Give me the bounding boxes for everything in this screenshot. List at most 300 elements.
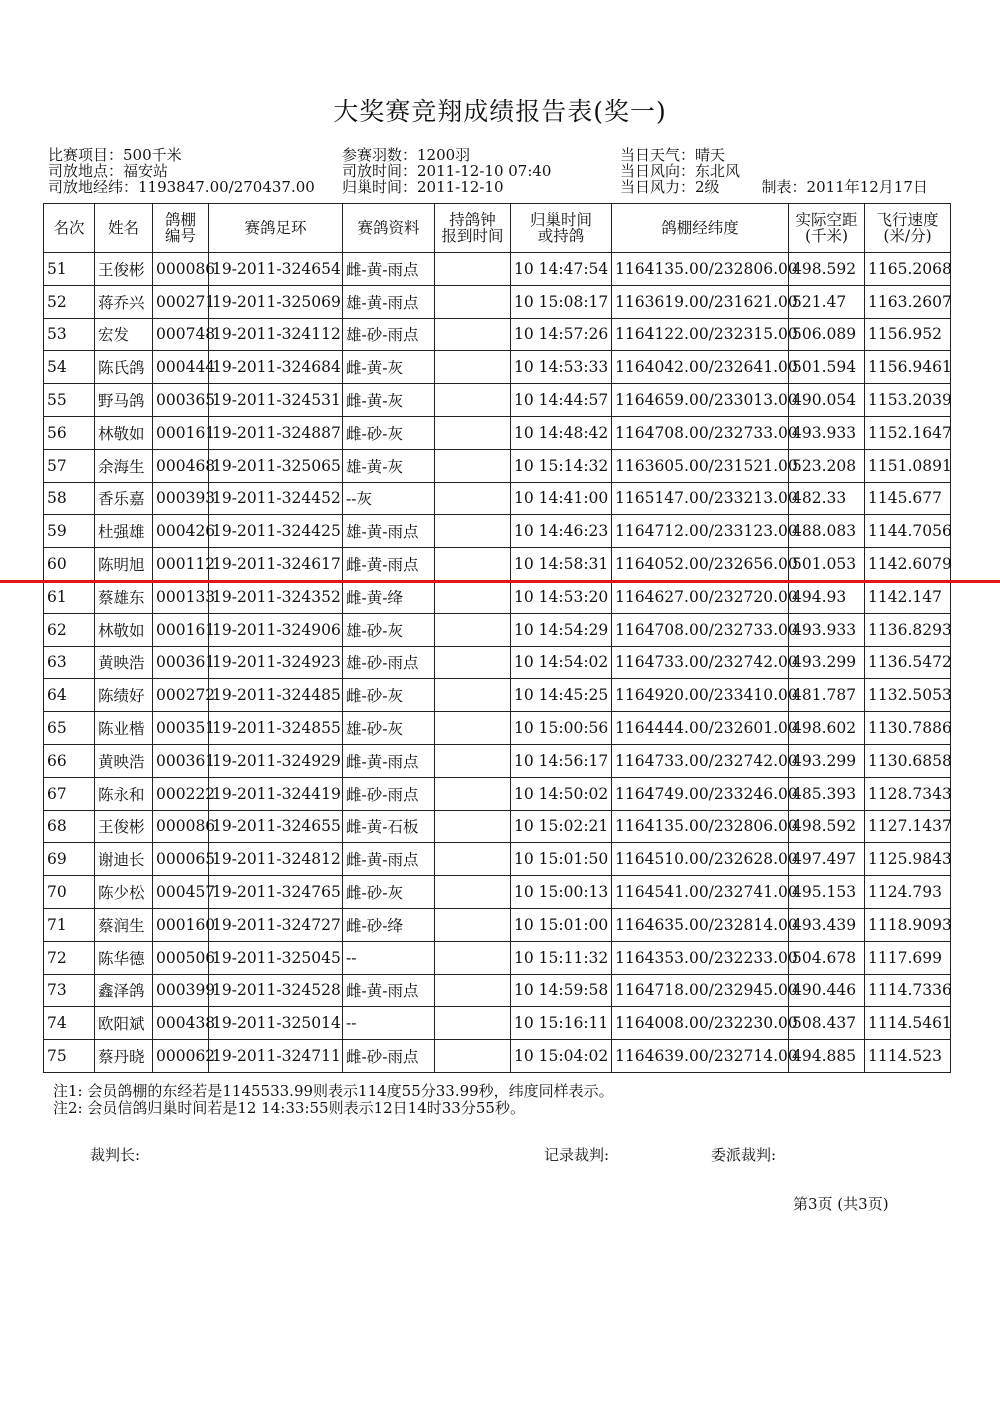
table-cell: 10 14:54:29 [511,613,612,646]
table-cell: 10 14:47:54 [511,253,612,286]
table-cell: 000393 [153,482,209,515]
table-cell: 1164627.00/232720.00 [612,580,789,613]
table-cell: 雌-砂-灰 [343,679,435,712]
table-cell [435,974,511,1007]
prepared-date-label: 制表：2011年12月17日 [761,178,928,196]
table-cell: 1164635.00/232814.00 [612,908,789,941]
red-divider-line [0,580,1000,583]
table-cell: 000361 [153,646,209,679]
table-cell: 56 [44,416,95,449]
table-cell: 10 14:53:33 [511,351,612,384]
table-cell: 53 [44,318,95,351]
table-cell: 1164135.00/232806.00 [612,810,789,843]
header-cell-line: 名次 [53,219,85,237]
table-cell: 10 14:53:20 [511,580,612,613]
table-row [44,843,951,876]
entries-label: 参赛羽数：1200羽 [342,146,471,164]
header-cell-line: 鸽棚经纬度 [661,219,739,237]
table-cell: 493.933 [789,613,865,646]
info-col-1 [48,147,315,195]
header-cell-line: 实际空距 [795,211,858,229]
header-cell-line: 飞行速度 [876,211,939,229]
table-cell: 宏发 [95,318,153,351]
table-cell: 雌-砂-灰 [343,416,435,449]
table-cell: 蒋乔兴 [95,285,153,318]
table-cell: 雌-黄-雨点 [343,253,435,286]
header-cell-line: 姓名 [107,219,139,237]
table-cell [435,515,511,548]
table-row [44,941,951,974]
table-cell [435,646,511,679]
table-cell: 林敬如 [95,613,153,646]
table-cell: 10 14:56:17 [511,744,612,777]
table-cell: 1145.677 [865,482,951,515]
table-cell: 1117.699 [865,941,951,974]
table-cell: 19-2011-324425 [209,515,343,548]
wind-direction-label: 当日风向：东北风 [620,162,741,180]
header-cell [789,204,865,253]
table-cell [435,351,511,384]
table-cell: 蔡润生 [95,908,153,941]
table-cell: 1163.2607 [865,285,951,318]
table-cell: 1164639.00/232714.00 [612,1040,789,1073]
table-cell: 495.153 [789,876,865,909]
table-cell: 000086 [153,253,209,286]
table-cell: 58 [44,482,95,515]
table-cell: 雄-砂-灰 [343,613,435,646]
table-cell: 陈少松 [95,876,153,909]
table-cell [435,876,511,909]
table-row [44,548,951,581]
table-cell: 1130.6858 [865,744,951,777]
table-cell: 494.93 [789,580,865,613]
table-cell: 10 14:48:42 [511,416,612,449]
table-cell: 雌-黄-雨点 [343,744,435,777]
table-row [44,974,951,1007]
table-cell: 蔡雄东 [95,580,153,613]
table-cell: 1114.523 [865,1040,951,1073]
table-cell: 雌-黄-灰 [343,351,435,384]
table-row [44,777,951,810]
table-cell: 000161 [153,416,209,449]
table-cell: 000444 [153,351,209,384]
table-cell: 野马鸽 [95,384,153,417]
table-row [44,1007,951,1040]
table-cell: 王俊彬 [95,810,153,843]
table-cell: 490.054 [789,384,865,417]
table-cell: 000161 [153,613,209,646]
table-cell: 1164659.00/233013.00 [612,384,789,417]
table-cell: 000065 [153,843,209,876]
table-cell: 1164733.00/232742.00 [612,744,789,777]
table-cell: 508.437 [789,1007,865,1040]
table-cell: 1114.5461 [865,1007,951,1040]
table-cell: 51 [44,253,95,286]
table-cell [435,482,511,515]
table-cell: 66 [44,744,95,777]
page-number: 第3页 (共3页) [793,1195,889,1213]
table-cell: 504.678 [789,941,865,974]
table-cell: 68 [44,810,95,843]
table-cell: 521.47 [789,285,865,318]
table-cell: 19-2011-324485 [209,679,343,712]
table-row [44,384,951,417]
table-cell: 69 [44,843,95,876]
table-cell: 000133 [153,580,209,613]
chief-judge-label: 裁判长: [90,1146,141,1164]
table-cell: 1164920.00/233410.00 [612,679,789,712]
table-cell [435,712,511,745]
table-row [44,351,951,384]
table-cell: 1165147.00/233213.00 [612,482,789,515]
header-cell-line: 或持鸽 [537,227,585,245]
table-cell: 19-2011-324906 [209,613,343,646]
table-cell: 485.393 [789,777,865,810]
table-row [44,908,951,941]
table-cell: 1114.7336 [865,974,951,1007]
table-cell: 19-2011-325045 [209,941,343,974]
table-cell [435,285,511,318]
table-cell [435,843,511,876]
header-cell-line: 赛鸽资料 [357,219,420,237]
info-col-3 [620,147,928,195]
table-cell: 1164708.00/232733.00 [612,613,789,646]
table-cell: 陈绩好 [95,679,153,712]
table-cell: 蔡丹晓 [95,1040,153,1073]
table-cell: 雌-黄-雨点 [343,974,435,1007]
header-cell [95,204,153,253]
table-cell: 73 [44,974,95,1007]
table-row [44,580,951,613]
table-cell: 1127.1437 [865,810,951,843]
table-cell: 1164541.00/232741.00 [612,876,789,909]
header-cell-line: (米/分) [883,227,932,245]
table-cell: 000506 [153,941,209,974]
table-row [44,679,951,712]
table-cell: 10 15:14:32 [511,449,612,482]
table-cell: 雌-砂-雨点 [343,777,435,810]
table-cell: 欧阳斌 [95,1007,153,1040]
table-cell: 000112 [153,548,209,581]
table-cell: 490.446 [789,974,865,1007]
table-row [44,416,951,449]
table-cell: -- [343,1007,435,1040]
table-cell: 493.299 [789,744,865,777]
table-cell: 陈华德 [95,941,153,974]
table-cell: 杜强雄 [95,515,153,548]
table-cell: 60 [44,548,95,581]
table-cell: 493.933 [789,416,865,449]
table-cell: 雄-砂-雨点 [343,646,435,679]
table-cell: 000468 [153,449,209,482]
table-cell [435,253,511,286]
header-cell-line: (千米) [804,227,849,245]
table-cell [435,1040,511,1073]
note-1: 注1: 会员鸽棚的东经若是1145533.99则表示114度55分33.99秒，纬度同样表示。 [53,1082,614,1100]
table-cell [435,548,511,581]
table-cell: 000272 [153,679,209,712]
report-title: 大奖赛竞翔成绩报告表(奖一) [333,97,667,126]
table-cell: 19-2011-324112 [209,318,343,351]
table-cell: 雄-黄-雨点 [343,515,435,548]
table-cell: 10 15:02:21 [511,810,612,843]
table-cell: 497.497 [789,843,865,876]
table-cell: 61 [44,580,95,613]
table-cell: 493.299 [789,646,865,679]
table-cell: 黄映浩 [95,646,153,679]
table-cell: 1164712.00/233123.00 [612,515,789,548]
table-cell: 香乐嘉 [95,482,153,515]
header-cell [343,204,435,253]
table-body [44,253,951,1073]
table-cell: 1136.8293 [865,613,951,646]
table-cell: 19-2011-324711 [209,1040,343,1073]
table-cell: 1164444.00/232601.00 [612,712,789,745]
table-cell: 10 15:00:13 [511,876,612,909]
header-cell-line: 持鸽钟 [449,211,496,229]
table-cell: 谢迪长 [95,843,153,876]
table-cell: 10 15:04:02 [511,1040,612,1073]
table-cell: 19-2011-324855 [209,712,343,745]
table-cell: -- [343,941,435,974]
table-cell: 1164052.00/232656.00 [612,548,789,581]
header-cell [153,204,209,253]
table-cell: 1164135.00/232806.00 [612,253,789,286]
header-cell-line: 鸽棚 [164,211,196,229]
table-cell: 494.885 [789,1040,865,1073]
table-cell: 10 14:59:58 [511,974,612,1007]
table-cell: 10 15:01:00 [511,908,612,941]
table-cell: 000062 [153,1040,209,1073]
table-row [44,646,951,679]
table-cell: 1164353.00/232233.00 [612,941,789,974]
table-cell: 54 [44,351,95,384]
table-cell: 19-2011-324528 [209,974,343,1007]
header-cell [435,204,511,253]
release-site-label: 司放地点：福安站 [48,162,169,180]
table-cell: 1164733.00/232742.00 [612,646,789,679]
table-cell: 000160 [153,908,209,941]
table-cell: 10 14:44:57 [511,384,612,417]
table-cell [435,679,511,712]
wind-force-label: 当日风力：2级 [620,178,720,196]
table-row [44,515,951,548]
table-cell: 19-2011-325069 [209,285,343,318]
table-cell: 19-2011-324419 [209,777,343,810]
table-cell: 雄-砂-灰 [343,712,435,745]
table-row [44,449,951,482]
table-cell: 雌-黄-雨点 [343,843,435,876]
table-cell: 19-2011-324684 [209,351,343,384]
table-cell: 501.053 [789,548,865,581]
table-cell [435,318,511,351]
table-cell: 498.592 [789,810,865,843]
table-cell: 雄-黄-灰 [343,449,435,482]
table-cell: 1144.7056 [865,515,951,548]
table-cell: 000399 [153,974,209,1007]
table-cell: 林敬如 [95,416,153,449]
table-cell: 雌-黄-雨点 [343,548,435,581]
table-cell: 1153.2039 [865,384,951,417]
table-cell: 1165.2068 [865,253,951,286]
table-cell: 1164042.00/232641.00 [612,351,789,384]
table-cell: 雌-砂-灰 [343,876,435,909]
table-cell: 10 14:58:31 [511,548,612,581]
table-cell: 黄映浩 [95,744,153,777]
table-cell: 1164749.00/233246.00 [612,777,789,810]
table-cell: 57 [44,449,95,482]
table-row [44,253,951,286]
table-cell [435,449,511,482]
table-cell: 10 14:54:02 [511,646,612,679]
table-cell: 1130.7886 [865,712,951,745]
table-cell: 506.089 [789,318,865,351]
table-cell: 陈氏鸽 [95,351,153,384]
table-cell: 481.787 [789,679,865,712]
table-cell: 000351 [153,712,209,745]
table-cell: 1142.147 [865,580,951,613]
table-cell: 65 [44,712,95,745]
table-cell: 523.208 [789,449,865,482]
table-cell: 493.439 [789,908,865,941]
table-cell: 陈业楷 [95,712,153,745]
table-cell [435,941,511,974]
table-cell: 1136.5472 [865,646,951,679]
table-cell: 19-2011-325014 [209,1007,343,1040]
table-cell: 19-2011-324452 [209,482,343,515]
table-cell: 63 [44,646,95,679]
table-cell: 10 15:16:11 [511,1007,612,1040]
table-row [44,285,951,318]
table-cell: 雄-砂-雨点 [343,318,435,351]
delegate-judge-label: 委派裁判: [711,1146,777,1164]
table-cell: 雌-黄-绛 [343,580,435,613]
table-cell: 74 [44,1007,95,1040]
table-cell: 1125.9843 [865,843,951,876]
table-cell: 1118.9093 [865,908,951,941]
table-cell: 64 [44,679,95,712]
table-cell: 52 [44,285,95,318]
header-row [44,204,951,253]
table-row [44,318,951,351]
table-cell: 10 14:41:00 [511,482,612,515]
table-row [44,744,951,777]
event-label: 比赛项目：500千米 [48,146,182,164]
table-cell: 10 15:08:17 [511,285,612,318]
table-cell: 雌-黄-石板 [343,810,435,843]
table-cell: 000426 [153,515,209,548]
table-cell: 10 15:00:56 [511,712,612,745]
table-cell: 19-2011-325065 [209,449,343,482]
table-cell: 501.594 [789,351,865,384]
table-cell: 19-2011-324531 [209,384,343,417]
info-col-2 [342,147,551,195]
table-cell: 余海生 [95,449,153,482]
table-cell: 19-2011-324812 [209,843,343,876]
table-cell: 67 [44,777,95,810]
table-cell: 000748 [153,318,209,351]
table-cell: 000222 [153,777,209,810]
release-coords-label: 司放地经纬：1193847.00/270437.00 [48,178,315,196]
table-cell: 19-2011-324929 [209,744,343,777]
table-row [44,613,951,646]
table-cell: 鑫泽鸽 [95,974,153,1007]
release-time-label: 司放时间：2011-12-10 07:40 [342,162,552,180]
table-cell: 陈明旭 [95,548,153,581]
table-cell: 10 15:11:32 [511,941,612,974]
table-cell: 王俊彬 [95,253,153,286]
table-cell: 19-2011-324655 [209,810,343,843]
table-cell: 19-2011-324617 [209,548,343,581]
table-cell [435,1007,511,1040]
table-cell: 1152.1647 [865,416,951,449]
table-cell: 雌-砂-雨点 [343,1040,435,1073]
table-cell [435,580,511,613]
table-cell [435,384,511,417]
table-row [44,482,951,515]
table-cell [435,908,511,941]
table-cell: 000365 [153,384,209,417]
table-cell: 70 [44,876,95,909]
table-cell: 1164510.00/232628.00 [612,843,789,876]
header-cell [612,204,789,253]
table-cell: 55 [44,384,95,417]
table-cell: 498.602 [789,712,865,745]
note-2: 注2: 会员信鸽归巢时间若是12 14:33:55则表示12日14时33分55秒。 [53,1099,525,1117]
table-cell: 1124.793 [865,876,951,909]
return-time-label: 归巢时间：2011-12-10 [342,178,504,196]
table-cell: 1164122.00/232315.00 [612,318,789,351]
table-cell: 1156.9461 [865,351,951,384]
table-cell: 19-2011-324352 [209,580,343,613]
weather-label: 当日天气：晴天 [620,146,726,164]
table-cell: 62 [44,613,95,646]
header-cell-line: 编号 [164,227,196,245]
table-cell: 1164708.00/232733.00 [612,416,789,449]
table-cell: 1163619.00/231621.00 [612,285,789,318]
table-cell [435,416,511,449]
header-cell [511,204,612,253]
table-cell: 19-2011-324727 [209,908,343,941]
table-cell: 1128.7343 [865,777,951,810]
table-row [44,712,951,745]
table-cell: 19-2011-324887 [209,416,343,449]
table-cell: 10 14:45:25 [511,679,612,712]
table-cell: 10 15:01:50 [511,843,612,876]
table-cell: 10 14:46:23 [511,515,612,548]
table-cell: 000457 [153,876,209,909]
table-cell [435,744,511,777]
table-row [44,810,951,843]
header-cell-line: 赛鸽足环 [244,219,307,237]
table-cell [435,613,511,646]
table-cell: 75 [44,1040,95,1073]
table-cell: 1164008.00/232230.00 [612,1007,789,1040]
header-cell [44,204,95,253]
table-cell: 59 [44,515,95,548]
table-cell: 雌-砂-绛 [343,908,435,941]
table-cell: 000438 [153,1007,209,1040]
table-cell: 1164718.00/232945.00 [612,974,789,1007]
results-table [43,203,951,1073]
header-cell-line: 归巢时间 [529,211,592,229]
table-cell: 488.083 [789,515,865,548]
recorder-judge-label: 记录裁判: [544,1146,610,1164]
table-cell [435,777,511,810]
table-cell: 1156.952 [865,318,951,351]
table-cell: 1142.6079 [865,548,951,581]
table-cell: 71 [44,908,95,941]
